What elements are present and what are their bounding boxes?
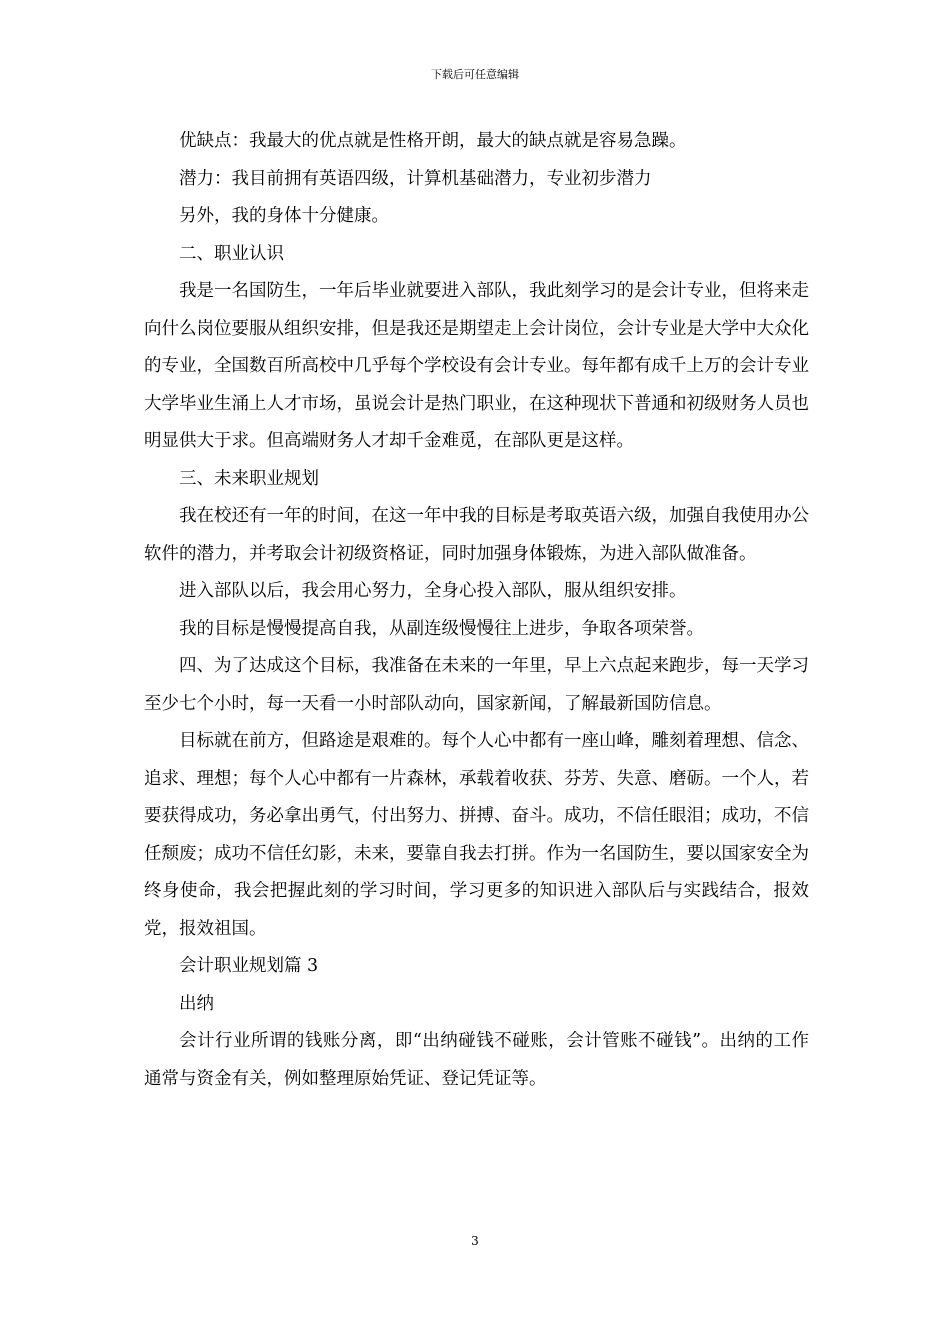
paragraph-school-goals: 我在校还有一年的时间，在这一年中我的目标是考取英语六级，加强自我使用办公软件的潜力，并考取会计初级资格证，同时加强身体锻炼，为进入部队做准备。 bbox=[144, 506, 809, 564]
subheading-cashier: 出纳 bbox=[179, 993, 214, 1014]
paragraph-health: 另外，我的身体十分健康。 bbox=[179, 206, 389, 226]
section-heading-career-awareness: 二、职业认识 bbox=[179, 243, 284, 264]
document-body bbox=[144, 123, 809, 1098]
paragraph-career-awareness: 我是一名国防生，一年后毕业就要进入部队，我此刻学习的是会计专业，但将来走向什么岗位要服从组织安排，但是我还是期望走上会计岗位，会计专业是大学中大众化的专业，全国数百所高校中几乎每个学校设有会计专业。每年都有成千上万的会计专业大学毕业生涌上人才市场，虽说会计是热门职业，在这种现状下普通和初级财务人员也明显供大于求。但高端财务人才却千金难觅，在部队更是这样。 bbox=[144, 281, 809, 451]
section-heading-future-plan: 三、未来职业规划 bbox=[179, 468, 319, 489]
paragraph-potential: 潜力：我目前拥有英语四级，计算机基础潜力，专业初步潜力 bbox=[179, 168, 652, 189]
paragraph-after-joining: 进入部队以后，我会用心努力，全身心投入部队，服从组织安排。 bbox=[179, 581, 687, 601]
paragraph-conclusion: 目标就在前方，但路途是艰难的。每个人心中都有一座山峰，雕刻着理想、信念、追求、理想；每个人心中都有一片森林，承载着收获、芬芳、失意、磨砺。一个人，若要获得成功，务必拿出勇气，付出努力、拼搏、奋斗。成功，不信任眼泪；成功，不信任颓废；成功不信任幻影，未来，要靠自我去打拼。作为一名国防生，要以国家安全为终身使命，我会把握此刻的学习时间，学习更多的知识进入部队后与实践结合，报效党，报效祖国。 bbox=[144, 731, 809, 939]
paragraph-cashier-description: 会计行业所谓的钱账分离，即“出纳碰钱不碰账，会计管账不碰钱”。出纳的工作通常与资金有关，例如整理原始凭证、登记凭证等。 bbox=[144, 1031, 809, 1089]
page-number: 3 bbox=[471, 1234, 479, 1248]
section-heading-chapter-3: 会计职业规划篇 3 bbox=[179, 956, 319, 976]
paragraph-action-plan: 四、为了达成这个目标，我准备在未来的一年里，早上六点起来跑步，每一天学习至少七个小时，每一天看一小时部队动向，国家新闻，了解最新国防信息。 bbox=[144, 656, 809, 714]
paragraph-self-improvement: 我的目标是慢慢提高自我，从副连级慢慢往上进步，争取各项荣誉。 bbox=[179, 618, 704, 639]
paragraph-strengths-weaknesses: 优缺点：我最大的优点就是性格开朗，最大的缺点就是容易急躁。 bbox=[179, 131, 687, 151]
page-header: 下载后可任意编辑 bbox=[431, 68, 519, 81]
